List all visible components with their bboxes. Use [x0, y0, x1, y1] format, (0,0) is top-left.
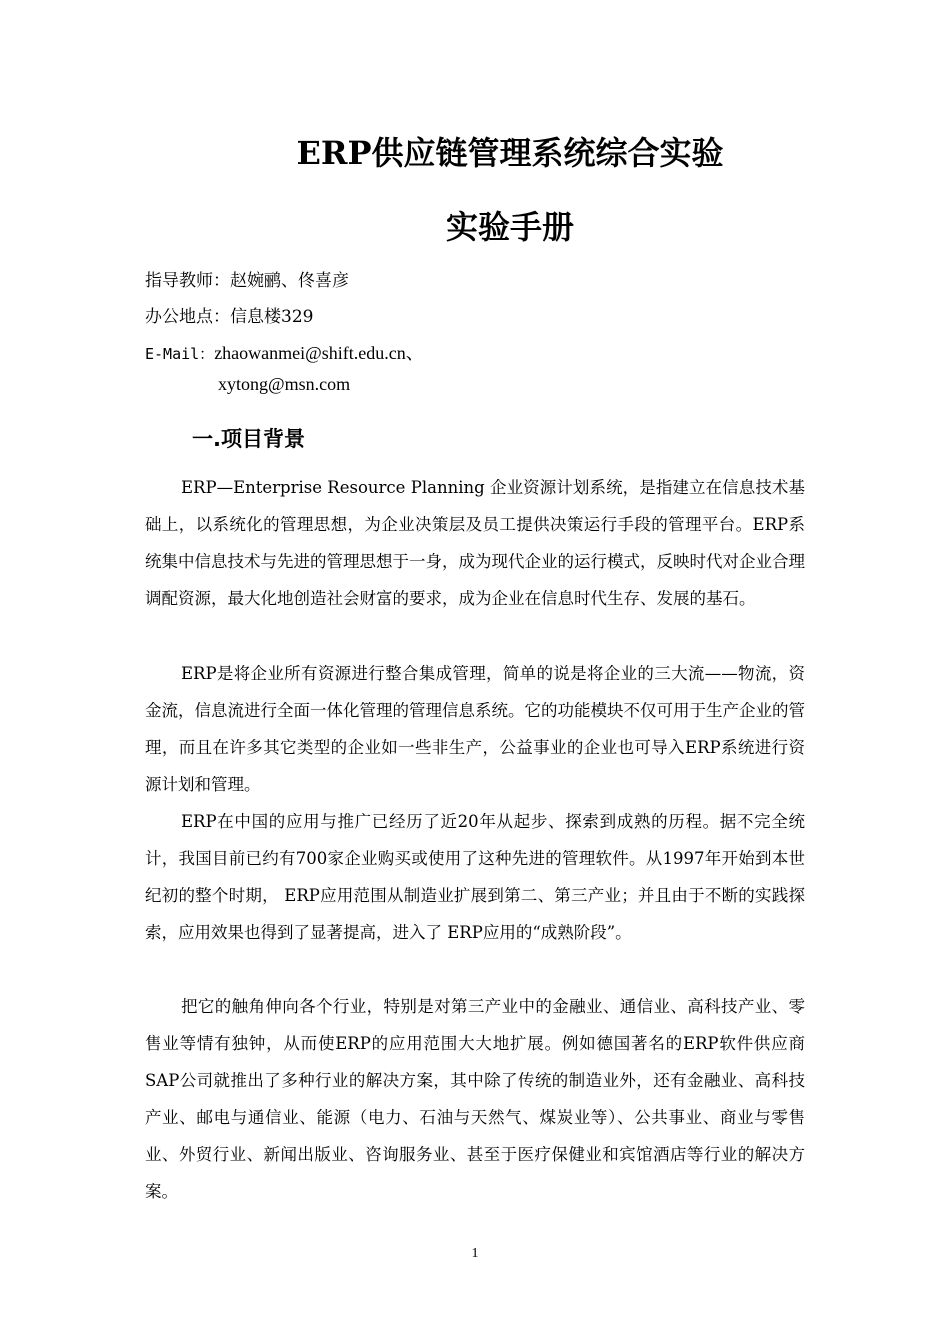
teacher-line — [145, 266, 349, 291]
paragraph-1: ERP—Enterprise Resource Planning 企业资源计划系统，是指建立在信息技术基础上，以系统化的管理思想，为企业决策层及员工提供决策运行手段的管理平台。ERP系统集中信息技术与先进的管理思想于一身，成为现代企业的运行模式，反映时代对企业合理调配资源，最大化地创造社会财富的要求，成为企业在信息时代生存、发展的基石。 — [145, 478, 805, 608]
email-label: E-Mail： — [145, 345, 215, 363]
email-value-2: xytong@msn.com — [218, 374, 351, 394]
office-value: 信息楼329 — [230, 307, 314, 327]
office-line — [145, 302, 313, 327]
email-line-2 — [218, 374, 350, 395]
page-number: 1 — [471, 1246, 479, 1261]
paragraph-3: ERP在中国的应用与推广已经历了近20年从起步、探索到成熟的历程。据不完全统计，我国目前已约有700家企业购买或使用了这种先进的管理软件。从1997年开始到本世纪初的整个时期， ERP应用范围从制造业扩展到第二、第三产业；并且由于不断的实践探索，应用效果也得到了显著提高，进入了 ERP应用的“成熟阶段”。 — [145, 812, 805, 942]
email-value-1: zhaowanmei@shift.edu.cn、 — [214, 343, 424, 363]
paragraph-2: ERP是将企业所有资源进行整合集成管理，简单的说是将企业的三大流——物流，资金流，信息流进行全面一体化管理的管理信息系统。它的功能模块不仅可用于生产企业的管理，而且在许多其它类型的企业如一些非生产，公益事业的企业也可导入ERP系统进行资源计划和管理。 — [145, 664, 805, 794]
document-subtitle: 实验手册 — [445, 208, 574, 246]
teacher-label: 指导教师： — [145, 271, 230, 291]
paragraph-4: 把它的触角伸向各个行业，特别是对第三产业中的金融业、通信业、高科技产业、零售业等情有独钟，从而使ERP的应用范围大大地扩展。例如德国著名的ERP软件供应商SAP公司就推出了多种行业的解决方案，其中除了传统的制造业外，还有金融业、高科技产业、邮电与通信业、能源（电力、石油与天然气、煤炭业等）、公共事业、商业与零售业、外贸行业、新闻出版业、咨询服务业、甚至于医疗保健业和宾馆酒店等行业的解决方案。 — [145, 997, 805, 1201]
section-heading: 一.项目背景 — [192, 427, 305, 451]
document-title: ERP供应链管理系统综合实验 — [296, 134, 724, 172]
email-line — [145, 339, 424, 365]
office-label: 办公地点： — [145, 307, 230, 327]
teacher-value: 赵婉鹂、佟喜彦 — [230, 271, 349, 291]
